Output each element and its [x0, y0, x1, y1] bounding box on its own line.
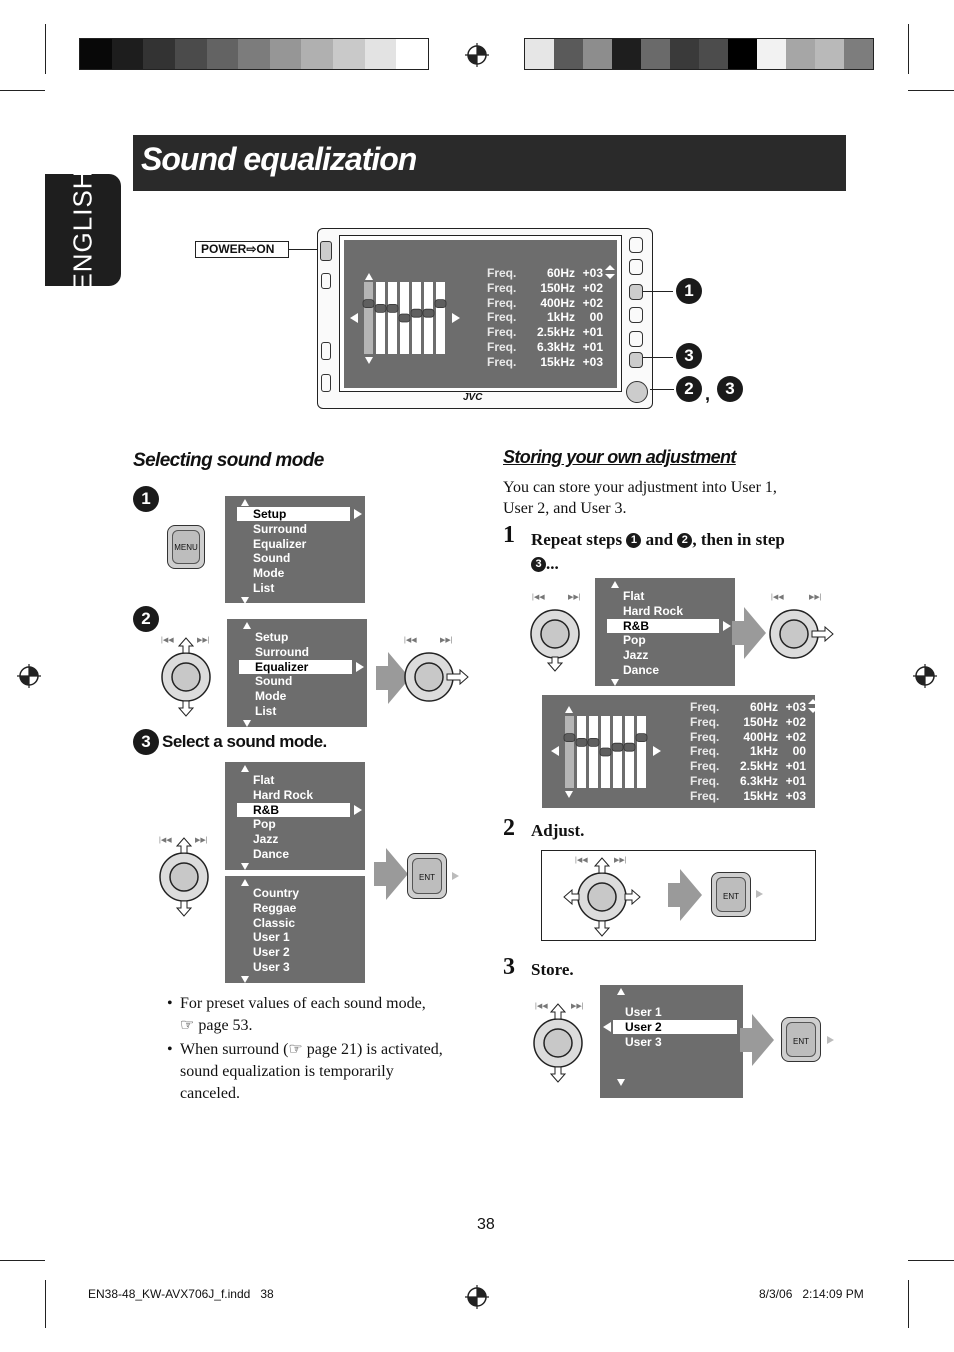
registration-mark [463, 1283, 491, 1311]
registration-mark [463, 41, 491, 69]
device-body [317, 228, 653, 409]
ent-side-button[interactable] [629, 352, 643, 368]
menu-item[interactable]: Surround [253, 521, 307, 536]
volume-up-button[interactable] [321, 342, 331, 360]
eq-band-bar [424, 282, 433, 354]
eq-row-value: +01 [785, 759, 806, 774]
scroll-up-icon [243, 622, 251, 629]
eq-row [690, 774, 818, 788]
svg-text:▶▶|: ▶▶| [614, 857, 627, 864]
eq-row-frequency: 2.5kHz [536, 325, 575, 340]
eq-row-label: Freq. [487, 310, 517, 325]
ent-button[interactable]: ENT [711, 872, 751, 917]
eq-band-level [375, 304, 386, 312]
svg-text:|◀◀: |◀◀ [404, 637, 417, 644]
menu-item-selected[interactable]: Setup [237, 507, 350, 521]
step-arrow [386, 848, 408, 900]
color-bar-right [524, 38, 874, 70]
right-step-2-number: 2 [503, 815, 515, 841]
eq-band-level [387, 304, 398, 312]
right-step-1-text: Repeat steps 1 and 2 , then in step 3 ... [531, 530, 785, 573]
menu-item[interactable]: Country [253, 886, 299, 900]
control-knob-right[interactable] [398, 634, 472, 718]
right-step-1-number: 1 [503, 522, 515, 548]
callout-1: 1 [676, 278, 702, 304]
eq-row-value: +03 [785, 700, 806, 714]
menu-item[interactable]: List [255, 704, 277, 718]
language-tab [45, 169, 121, 291]
back-arrow-icon [603, 1022, 611, 1032]
eq-left-arrow [350, 313, 358, 323]
eq-band-level [636, 734, 647, 742]
scroll-down-icon [241, 863, 249, 870]
bullet-2: • When surround (☞ page 21) is activated, sound equalization is temporarily canceled. [167, 1041, 443, 1102]
menu-item[interactable]: User 3 [253, 960, 290, 974]
eq-up-arrow [565, 706, 573, 713]
crop-mark [0, 90, 45, 91]
open-button[interactable] [629, 237, 643, 253]
svg-text:|◀◀: |◀◀ [161, 637, 174, 644]
eq-band-level [423, 309, 434, 317]
scroll-up-icon [611, 581, 619, 588]
eq-row-frequency: 2.5kHz [739, 759, 778, 774]
eq-row-value: +03 [582, 354, 603, 369]
right-step-3-text: Store. [531, 960, 574, 979]
eq-row [487, 310, 615, 324]
crop-mark [908, 90, 954, 91]
step-arrow [744, 607, 766, 659]
ent-arrow-icon [452, 872, 459, 880]
volume-down-button[interactable] [321, 374, 331, 392]
eq-row [487, 266, 615, 280]
adjust-box [541, 850, 816, 941]
eq-row-label: Freq. [487, 340, 517, 354]
registration-mark [911, 662, 939, 690]
sound-mode-list-a [225, 762, 365, 870]
submenu-arrow-icon [723, 621, 731, 631]
eq-row-label: Freq. [690, 788, 720, 803]
right-heading: Storing your own adjustment [503, 447, 736, 467]
menu-item[interactable]: Dance [623, 663, 660, 677]
eq-row [690, 744, 818, 758]
device-screen [339, 235, 622, 392]
eq-row-frequency: 150Hz [743, 714, 778, 729]
menu-item-selected[interactable]: R&B [607, 619, 719, 633]
eq-bars [362, 280, 452, 356]
submenu-arrow-icon [356, 662, 364, 672]
menu-item[interactable]: Surround [255, 644, 309, 659]
svg-text:▶▶|: ▶▶| [809, 594, 822, 601]
menu-item-selected[interactable]: Equalizer [239, 660, 352, 674]
left-step-1: 1 [133, 486, 159, 512]
ent-button[interactable]: ENT [407, 853, 447, 899]
eq-band-bar [565, 716, 574, 788]
sound-mode-list-right [595, 578, 735, 686]
menu-item[interactable]: Dance [253, 847, 290, 861]
eq-row-label: Freq. [690, 759, 720, 774]
eq-row [487, 296, 615, 310]
svg-text:|◀◀: |◀◀ [532, 594, 545, 601]
eq-band-level [435, 300, 446, 308]
eq-row [487, 340, 615, 354]
crop-mark [45, 1280, 46, 1328]
eq-row-frequency: 150Hz [540, 280, 575, 295]
callout-line [643, 291, 673, 292]
eq-row [690, 715, 818, 729]
eq-row-label: Freq. [690, 729, 720, 744]
menu-item[interactable]: Sound [255, 674, 293, 689]
updown-arrow-icon [605, 265, 615, 282]
ent-button[interactable]: ENT [781, 1017, 821, 1062]
control-dial[interactable] [626, 381, 648, 403]
eq-row-frequency: 15kHz [743, 788, 778, 803]
submenu-arrow-icon [354, 509, 362, 519]
crop-mark [908, 1280, 909, 1328]
band-button[interactable] [629, 331, 643, 347]
eq-row [487, 355, 615, 369]
menu-item[interactable]: Pop [623, 633, 646, 648]
svg-text:▶▶|: ▶▶| [568, 594, 581, 601]
updown-arrow-icon [808, 699, 818, 716]
crop-mark [908, 1260, 954, 1261]
eq-band-level [588, 738, 599, 746]
device-brand: JVC [463, 392, 483, 403]
menu-item[interactable]: Classic [253, 915, 296, 930]
scroll-down-icon [241, 976, 249, 983]
control-knob-4way[interactable] [562, 854, 644, 938]
eq-screen [344, 240, 617, 388]
menu-side-button[interactable] [629, 284, 643, 300]
scroll-up-icon [241, 499, 249, 506]
eq-row-frequency: 400Hz [540, 295, 575, 310]
page-number: 38 [477, 1216, 495, 1233]
disp-button[interactable] [629, 307, 643, 323]
control-knob-updown-3[interactable] [526, 591, 588, 675]
svg-text:▶▶|: ▶▶| [197, 637, 210, 644]
scroll-down-icon [611, 679, 619, 686]
eq-band-bar [589, 716, 598, 788]
bullet-1: • For preset values of each sound mode, ☞ page 53. [167, 995, 426, 1034]
eq-band-bar [637, 716, 646, 788]
callout-line [643, 357, 673, 358]
bullet-notes [165, 993, 485, 1105]
eq-band-level [564, 734, 575, 742]
right-step-3-number: 3 [503, 954, 515, 980]
control-knob-right-2[interactable] [765, 591, 839, 675]
ent-arrow-icon [756, 890, 763, 898]
eq-row-frequency: 6.3kHz [739, 774, 778, 788]
eq-band-bar [412, 282, 421, 354]
eq-row-frequency: 60Hz [546, 266, 575, 280]
power-leader-line [289, 249, 319, 250]
menu-item[interactable]: Hard Rock [253, 787, 314, 802]
scroll-down-icon [241, 597, 249, 604]
svg-text:|◀◀: |◀◀ [575, 857, 588, 864]
crop-mark [45, 24, 46, 74]
eq-row-label: Freq. [487, 280, 517, 295]
svg-text:|◀◀: |◀◀ [771, 594, 784, 601]
control-knob-updown-4[interactable] [529, 1000, 591, 1084]
eq-down-arrow [565, 791, 573, 798]
svg-text:|◀◀: |◀◀ [159, 837, 172, 844]
eq-row-label: Freq. [487, 295, 517, 310]
ref-icon: ☞ [180, 1017, 195, 1034]
eq-screen-right [542, 695, 815, 808]
menu-item[interactable]: User 3 [625, 1034, 662, 1049]
scroll-down-icon [243, 720, 251, 727]
menu-item[interactable]: Flat [623, 589, 645, 603]
title-bar [133, 135, 846, 191]
eq-band-level [363, 300, 374, 308]
eq-row-value: 00 [792, 744, 806, 759]
callout-line [650, 389, 674, 390]
menu-item[interactable]: Mode [253, 566, 285, 581]
language-label: ENGLISH [67, 169, 98, 291]
submenu-arrow-icon [354, 805, 362, 815]
page-title: Sound equalization [141, 141, 417, 177]
setup-menu-1 [225, 496, 365, 603]
menu-item[interactable]: User 2 [253, 945, 290, 960]
svg-text:|◀◀: |◀◀ [535, 1003, 548, 1010]
left-step-2: 2 [133, 606, 159, 632]
eq-row-label: Freq. [690, 774, 720, 788]
eq-right-arrow [653, 746, 661, 756]
eq-up-arrow [365, 273, 373, 280]
scroll-up-icon [241, 765, 249, 772]
callout-3: 3 [676, 343, 702, 369]
eq-row-frequency: 60Hz [749, 700, 778, 714]
eq-row [487, 325, 615, 339]
crop-mark [908, 24, 909, 74]
registration-mark [15, 662, 43, 690]
left-step-3-text: Select a sound mode. [162, 732, 327, 751]
eq-row-frequency: 1kHz [546, 310, 575, 325]
left-step-3: 3 [133, 729, 159, 755]
menu-item[interactable]: List [253, 581, 275, 595]
eq-row-value: +01 [785, 774, 806, 788]
menu-item[interactable]: Pop [253, 817, 276, 832]
eq-band-level [576, 738, 587, 746]
right-step-2-text: Adjust. [531, 821, 585, 840]
control-knob-updown-2[interactable] [153, 834, 215, 918]
eq-row-value: +02 [582, 295, 603, 310]
mode-button[interactable] [321, 273, 331, 289]
menu-item[interactable]: User 1 [625, 1005, 662, 1019]
eq-row [690, 730, 818, 744]
eq-band-bar [625, 716, 634, 788]
eq-row-label: Freq. [487, 266, 517, 280]
right-intro: You can store your adjustment into User 1, User 2, and User 3. [503, 479, 777, 517]
eq-band-level [624, 743, 635, 751]
eq-row-value: +01 [582, 340, 603, 354]
eq-row-value: 00 [589, 310, 603, 325]
step-arrow [680, 869, 702, 921]
eq-row-label: Freq. [690, 744, 720, 759]
src-button[interactable] [629, 259, 643, 275]
menu-button[interactable]: MENU [167, 525, 205, 569]
eq-row-frequency: 15kHz [540, 354, 575, 369]
scroll-down-icon [617, 1079, 625, 1086]
sound-mode-list-b [225, 876, 365, 983]
power-label: POWER⇨ON [195, 241, 289, 258]
eq-band-level [612, 743, 623, 751]
eq-band-bar [376, 282, 385, 354]
eq-row-value: +02 [785, 714, 806, 729]
menu-item[interactable]: Reggae [253, 900, 297, 915]
ref-icon: ☞ [288, 1041, 303, 1058]
eq-row-label: Freq. [690, 714, 720, 729]
menu-item[interactable]: Sound [253, 551, 291, 566]
crop-mark [0, 1260, 45, 1261]
menu-item[interactable]: Flat [253, 773, 275, 787]
user-list [600, 985, 743, 1098]
callout-3b: 3 [717, 376, 743, 402]
eq-row-value: +02 [582, 280, 603, 295]
eq-band-bar [364, 282, 373, 354]
eq-band-bar [388, 282, 397, 354]
eq-row-label: Freq. [487, 354, 517, 369]
setup-menu-2 [227, 619, 367, 727]
eq-bars [563, 714, 653, 790]
eq-band-level [399, 314, 410, 322]
power-button[interactable] [320, 241, 332, 261]
svg-text:▶▶|: ▶▶| [195, 837, 208, 844]
eq-band-bar [436, 282, 445, 354]
menu-item[interactable]: Jazz [253, 832, 279, 847]
eq-row-value: +03 [785, 788, 806, 803]
left-heading: Selecting sound mode [133, 450, 324, 471]
eq-row-value: +02 [785, 729, 806, 744]
ent-arrow-icon [827, 1036, 834, 1044]
footer-date: 8/3/06 2:14:09 PM [759, 1287, 864, 1301]
eq-band-level [411, 309, 422, 317]
menu-item-selected[interactable]: User 2 [613, 1020, 737, 1034]
eq-row [690, 700, 818, 714]
eq-row-label: Freq. [487, 325, 517, 340]
eq-row-frequency: 6.3kHz [536, 340, 575, 354]
menu-item-selected[interactable]: R&B [237, 803, 350, 817]
menu-item[interactable]: Hard Rock [623, 603, 684, 618]
eq-row-frequency: 1kHz [749, 744, 778, 759]
eq-row [690, 759, 818, 773]
eq-band-bar [577, 716, 586, 788]
eq-right-arrow [452, 313, 460, 323]
color-bar-left [79, 38, 429, 70]
eq-band-level [600, 748, 611, 756]
eq-row-value: +01 [582, 325, 603, 340]
eq-row [487, 281, 615, 295]
menu-item[interactable]: User 1 [253, 930, 290, 945]
eq-row [690, 789, 818, 803]
eq-left-arrow [551, 746, 559, 756]
menu-item[interactable]: Equalizer [253, 536, 307, 551]
menu-item[interactable]: Mode [255, 689, 287, 704]
eq-row-value: +03 [582, 266, 603, 280]
callout-comma: , [705, 384, 711, 404]
scroll-up-icon [241, 879, 249, 886]
footer-file: EN38-48_KW-AVX706J_f.indd 38 [88, 1287, 274, 1301]
eq-band-bar [613, 716, 622, 788]
callout-2: 2 [676, 376, 702, 402]
control-knob-updown[interactable] [155, 634, 217, 718]
eq-row-frequency: 400Hz [743, 729, 778, 744]
menu-item[interactable]: Setup [255, 630, 289, 644]
scroll-up-icon [617, 988, 625, 995]
menu-item[interactable]: Jazz [623, 648, 649, 663]
svg-text:▶▶|: ▶▶| [440, 637, 453, 644]
step-arrow [752, 1014, 774, 1066]
eq-row-label: Freq. [690, 700, 720, 714]
eq-down-arrow [365, 357, 373, 364]
svg-text:▶▶|: ▶▶| [571, 1003, 584, 1010]
